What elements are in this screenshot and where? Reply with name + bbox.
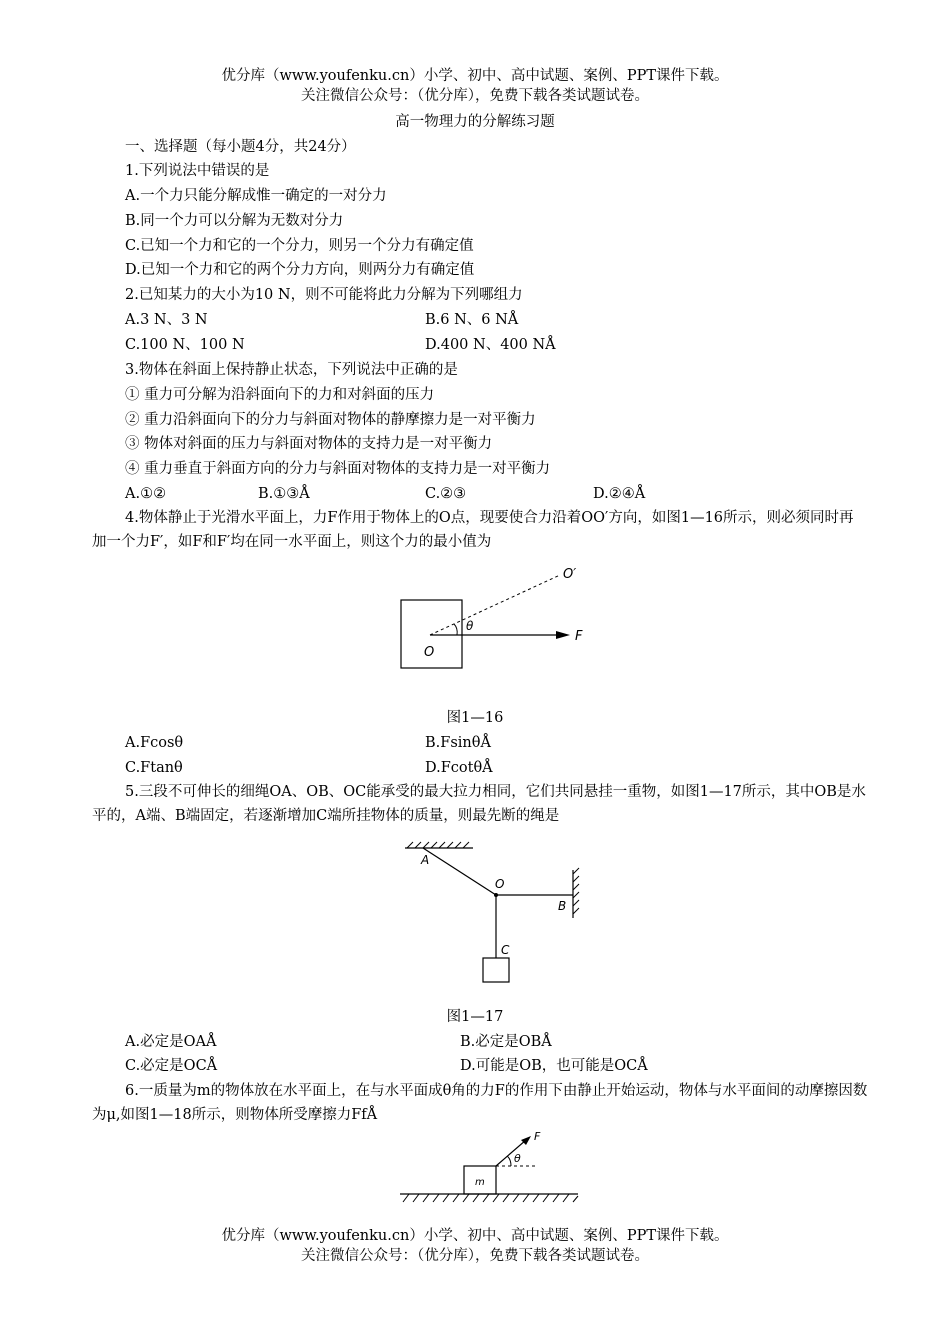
- q3-statement-1: ① 重力可分解为沿斜面向下的力和对斜面的压力: [125, 387, 435, 403]
- label-o: O: [495, 877, 505, 891]
- label-theta: θ: [514, 1152, 521, 1165]
- q3-statement-3: ③ 物体对斜面的压力与斜面对物体的支持力是一对平衡力: [125, 436, 493, 452]
- q1-option-d: D.已知一个力和它的两个分力方向，则两分力有确定值: [125, 262, 475, 278]
- label-f: F: [534, 1130, 541, 1143]
- q3-stem: 3.物体在斜面上保持静止状态，下列说法中正确的是: [125, 362, 458, 378]
- q3-option-c: C.②③: [425, 486, 467, 502]
- direction-oo-line: [430, 575, 560, 635]
- q1-stem: 1.下列说法中错误的是: [125, 163, 270, 179]
- label-c: C: [501, 943, 510, 957]
- q3-statement-4: ④ 重力垂直于斜面方向的分力与斜面对物体的支持力是一对平衡力: [125, 461, 551, 477]
- q5-option-c: C.必定是OCÅ: [125, 1058, 218, 1074]
- figure-1-18: [395, 1128, 585, 1208]
- q1-option-a: A.一个力只能分解成惟一确定的一对分力: [125, 188, 387, 204]
- label-a: A: [421, 853, 430, 867]
- q5-stem: 5.三段不可伸长的细绳OA、OB、OC能承受的最大拉力相同，它们共同悬挂一重物，如图1—17所示，其中OB是水平的，A端、B端固定，若逐渐增加C端所挂物体的质量，则最先断的绳是: [92, 784, 866, 824]
- q3-option-a: A.①②: [125, 486, 167, 502]
- footer-line-2: 关注微信公众号：（优分库），免费下载各类试题试卷。: [301, 1248, 649, 1264]
- label-o: O: [424, 645, 435, 660]
- label-b: B: [558, 899, 567, 913]
- q2-stem: 2.已知某力的大小为10 N，则不可能将此力分解为下列哪组力: [125, 287, 523, 303]
- label-theta: θ: [466, 619, 474, 633]
- q6-stem: 6.一质量为m的物体放在水平面上，在与水平面成θ角的力F的作用下由静止开始运动，物体与水平面间的动摩擦因数为μ,如图1—18所示，则物体所受摩擦力FfÅ: [92, 1083, 868, 1123]
- q3-statement-2: ② 重力沿斜面向下的分力与斜面对物体的静摩擦力是一对平衡力: [125, 412, 536, 428]
- rope-oa: [423, 848, 496, 895]
- q5-option-b: B.必定是OBÅ: [460, 1034, 552, 1050]
- header-line-1: 优分库（www.youfenku.cn）小学、初中、高中试题、案例、PPT课件下载。: [221, 68, 729, 84]
- label-o-prime: O′: [563, 567, 577, 582]
- q2-option-b: B.6 N、6 NÅ: [425, 312, 519, 328]
- label-m: m: [475, 1177, 485, 1188]
- q4-option-a: A.Fcosθ: [125, 735, 184, 751]
- hanging-weight: [483, 958, 509, 982]
- q1-option-b: B.同一个力可以分解为无数对分力: [125, 213, 344, 229]
- q2-option-d: D.400 N、400 NÅ: [425, 337, 556, 353]
- q5-option-a: A.必定是OAÅ: [125, 1034, 217, 1050]
- label-f: F: [575, 629, 583, 644]
- q5-option-d: D.可能是OB，也可能是OCÅ: [460, 1058, 648, 1074]
- figure-1-16: [390, 560, 590, 675]
- figure-1-17: [395, 838, 595, 988]
- q4-caption: 图1—16: [446, 710, 504, 726]
- ground-hatch: [403, 1194, 578, 1202]
- q4-option-b: B.FsinθÅ: [425, 735, 491, 751]
- q1-option-c: C.已知一个力和它的一个分力，则另一个分力有确定值: [125, 238, 474, 254]
- section-heading: 一、选择题（每小题4分，共24分）: [125, 139, 356, 155]
- ceiling-hatch: [407, 842, 469, 848]
- force-f-arrowhead: [556, 631, 570, 639]
- q3-option-b: B.①③Å: [258, 486, 310, 502]
- q2-option-a: A.3 N、3 N: [125, 312, 208, 328]
- page-title: 高一物理力的分解练习题: [395, 114, 555, 130]
- angle-arc: [507, 1156, 511, 1166]
- q4-option-c: C.Ftanθ: [125, 760, 183, 776]
- q3-option-d: D.②④Å: [593, 486, 646, 502]
- wall-hatch: [573, 868, 579, 914]
- q2-option-c: C.100 N、100 N: [125, 337, 245, 353]
- footer-line-1: 优分库（www.youfenku.cn）小学、初中、高中试题、案例、PPT课件下载。: [221, 1228, 729, 1244]
- q4-stem: 4.物体静止于光滑水平面上，力F作用于物体上的O点，现要使合力沿着OO′方向，如图1—16所示，则必须同时再加一个力F′，如F和F′均在同一水平面上，则这个力的最小值为: [92, 510, 854, 550]
- q4-option-d: D.FcotθÅ: [425, 760, 493, 776]
- header-line-2: 关注微信公众号：（优分库），免费下载各类试题试卷。: [301, 88, 649, 104]
- q5-caption: 图1—17: [446, 1009, 504, 1025]
- knot-o: [494, 893, 498, 897]
- angle-arc: [454, 624, 457, 635]
